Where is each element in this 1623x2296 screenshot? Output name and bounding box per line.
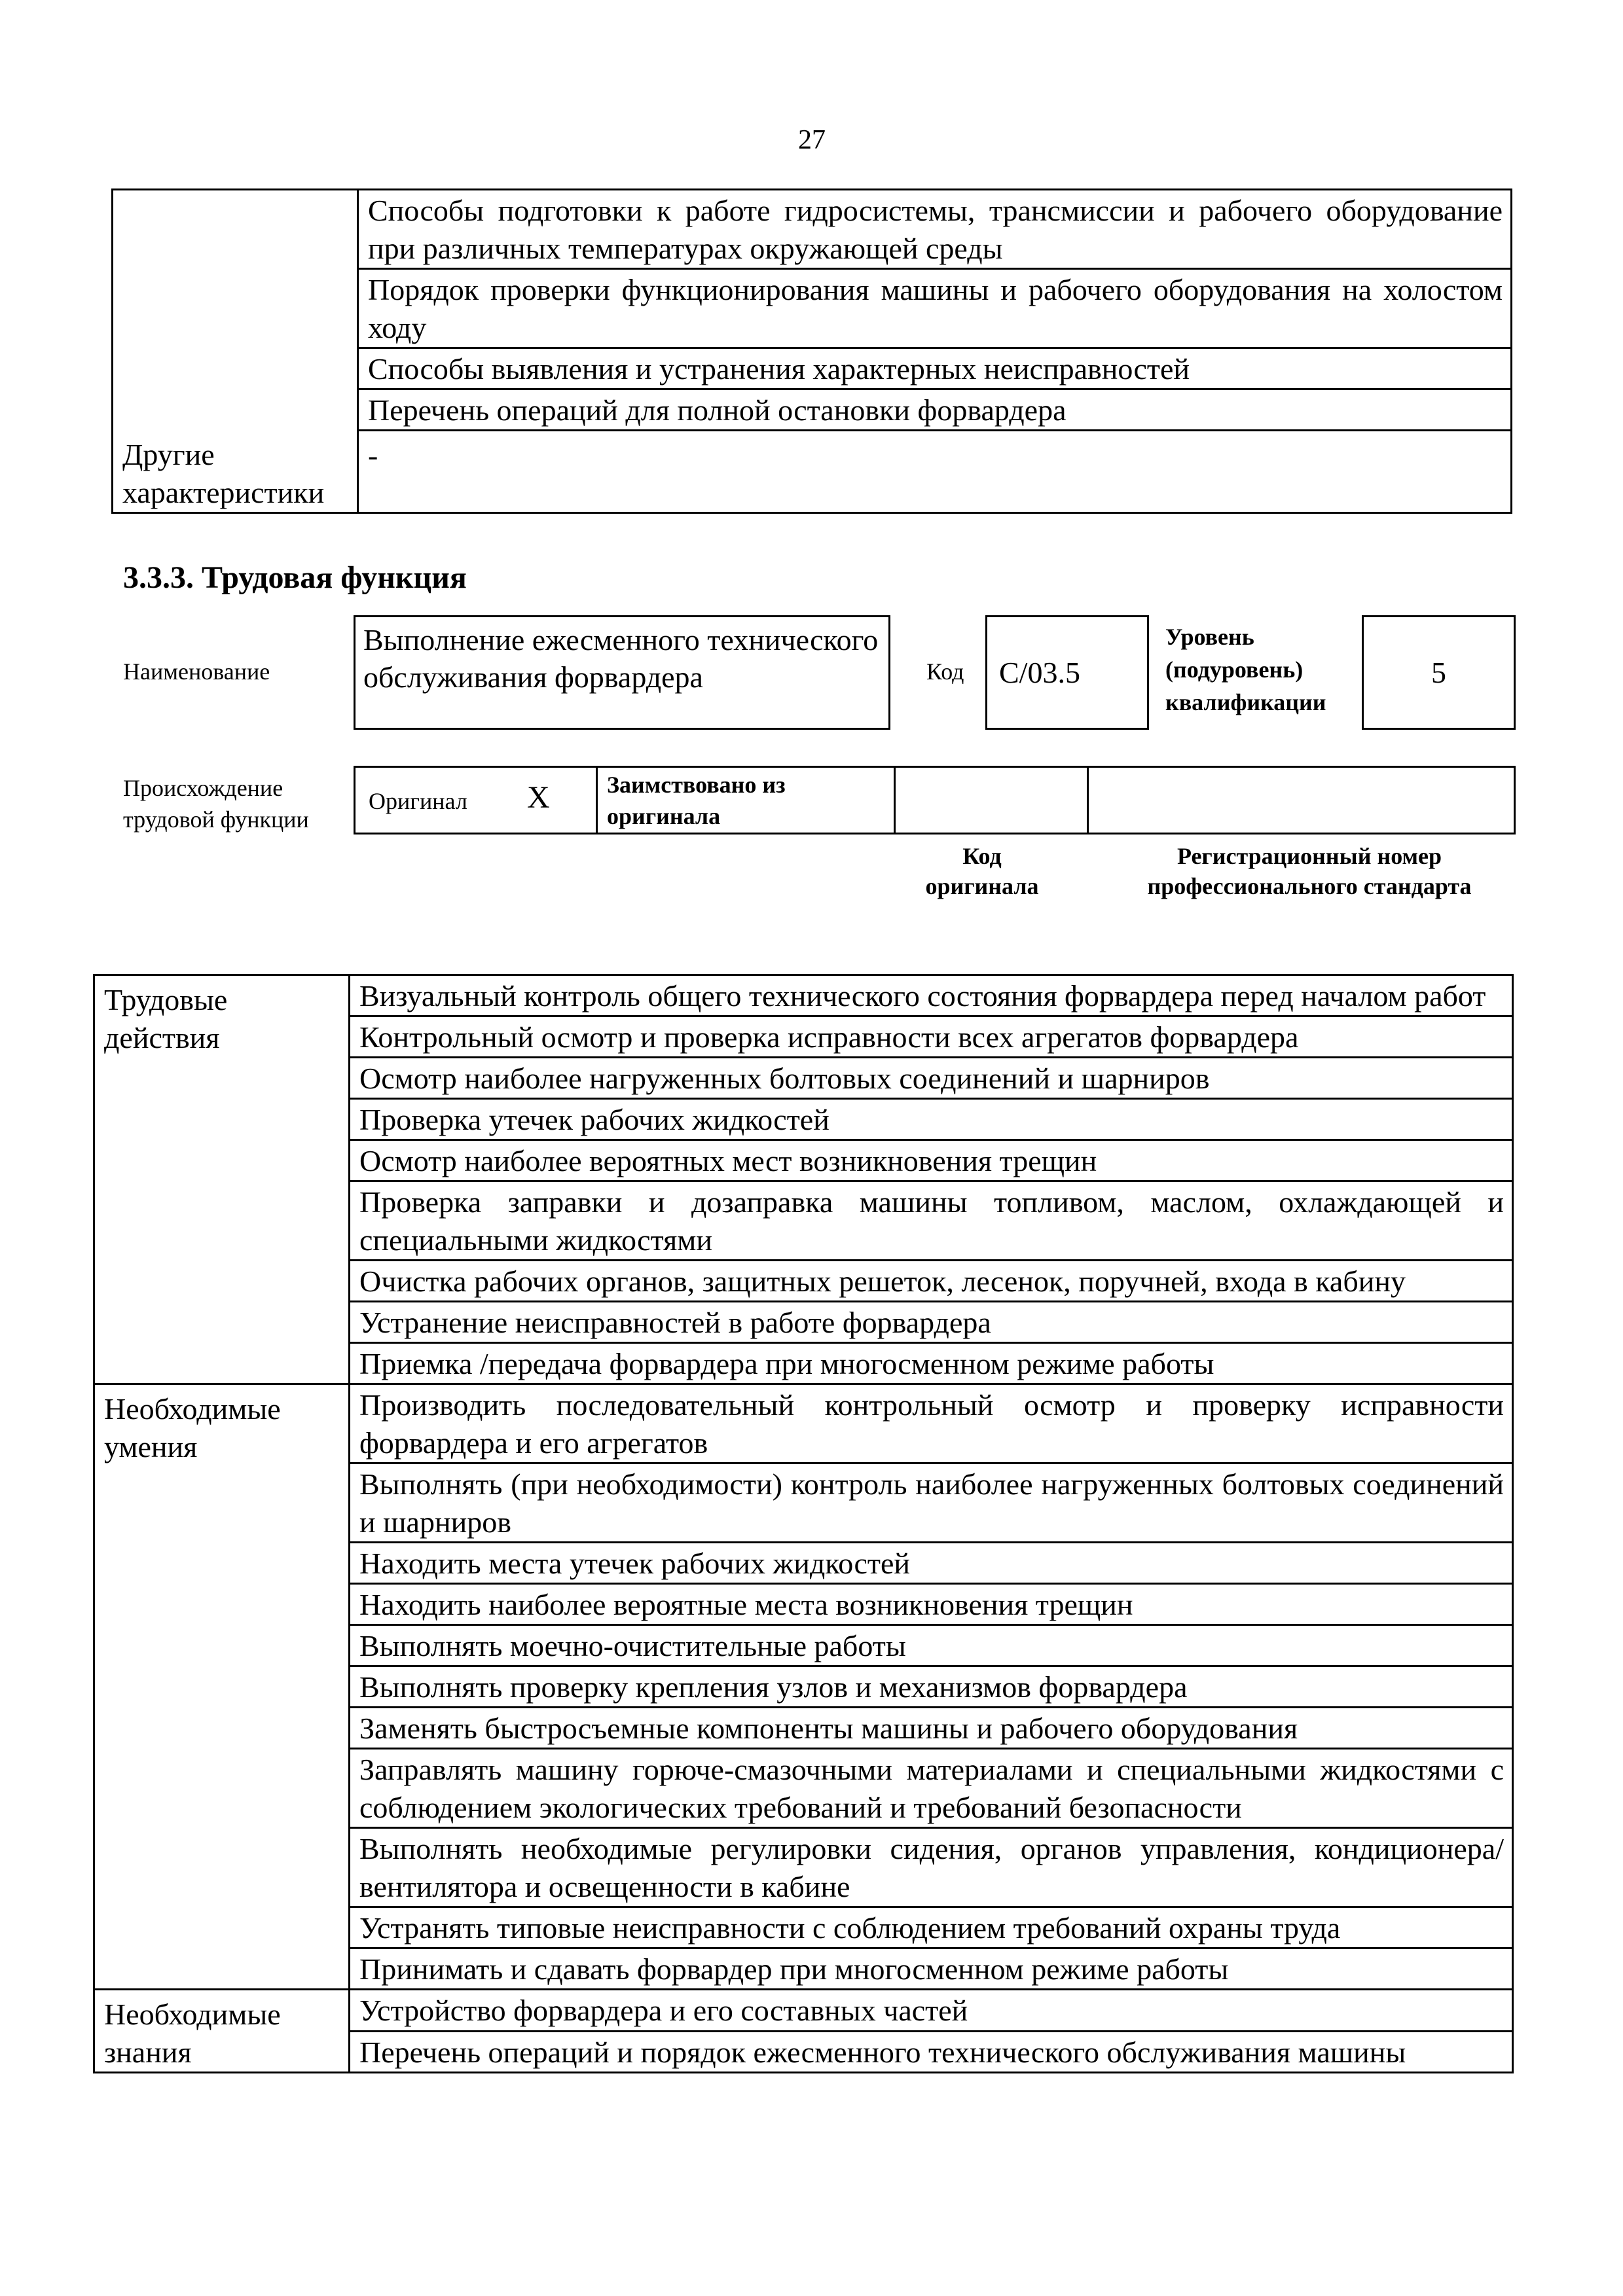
- skill-item: Выполнять необходимые регулировки сидения, органов управления, кондиционера/вентилятора и освещенности в кабине: [350, 1828, 1513, 1907]
- knowledge-item: Перечень операций и порядок ежесменного технического обслуживания машины: [350, 2031, 1513, 2073]
- code-caption: Код оригинала: [925, 843, 1039, 899]
- borrowed-cell: [598, 768, 896, 833]
- skill-item: Устранять типовые неисправности с соблюдением требований охраны труда: [350, 1907, 1513, 1948]
- skill-item: Выполнять проверку крепления узлов и механизмов форвардера: [350, 1666, 1513, 1708]
- main-table: [93, 974, 1514, 2073]
- code-value: C/03.5: [985, 615, 1149, 730]
- origin-row: [354, 766, 1516, 834]
- reg-caption: Регистрационный номер профессионального стандарта: [1147, 843, 1472, 899]
- action-item: Осмотр наиболее вероятных мест возникновения трещин: [350, 1140, 1513, 1181]
- code-label: Код: [926, 658, 964, 685]
- top-table-item: Перечень операций для полной остановки форвардера: [358, 389, 1512, 431]
- original-mark: X: [527, 780, 550, 815]
- other-characteristics-value: -: [358, 431, 1512, 513]
- section-label-actions: Трудовые действия: [94, 975, 350, 1384]
- action-item: Осмотр наиболее нагруженных болтовых соединений и шарниров: [350, 1058, 1513, 1099]
- skill-item: Производить последовательный контрольный осмотр и проверку исправности форвардера и его агрегатов: [350, 1384, 1513, 1463]
- section-title: 3.3.3. Трудовая функция: [123, 560, 467, 595]
- name-label: Наименование: [123, 658, 270, 685]
- reg-number-cell: [1089, 768, 1514, 833]
- top-table: [111, 188, 1512, 514]
- skill-item: Находить места утечек рабочих жидкостей: [350, 1543, 1513, 1584]
- action-item: Визуальный контроль общего технического состояния форвардера перед началом работ: [350, 975, 1513, 1016]
- action-item: Проверка утечек рабочих жидкостей: [350, 1099, 1513, 1140]
- skill-item: Находить наиболее вероятные места возникновения трещин: [350, 1584, 1513, 1625]
- top-table-left-cell: [113, 190, 358, 431]
- original-code-cell: [896, 768, 1089, 833]
- section-label-skills: Необходимые умения: [94, 1384, 350, 1990]
- original-cell: [356, 768, 598, 833]
- action-item: Приемка /передача форвардера при многосменном режиме работы: [350, 1343, 1513, 1384]
- skill-item: Выполнять моечно-очистительные работы: [350, 1625, 1513, 1666]
- action-item: Контрольный осмотр и проверка исправности всех агрегатов форвардера: [350, 1016, 1513, 1058]
- section-label-knowledge: Необходимые знания: [94, 1990, 350, 2073]
- action-item: Очистка рабочих органов, защитных решеток, лесенок, поручней, входа в кабину: [350, 1261, 1513, 1302]
- level-value: 5: [1362, 615, 1516, 730]
- borrowed-label: Заимствовано из оригинала: [607, 772, 786, 829]
- skill-item: Заменять быстросъемные компоненты машины и рабочего оборудования: [350, 1708, 1513, 1749]
- action-item: Устранение неисправностей в работе форвардера: [350, 1302, 1513, 1343]
- top-table-item: Способы выявления и устранения характерных неисправностей: [358, 348, 1512, 389]
- other-characteristics-label: Другие характеристики: [113, 431, 358, 513]
- level-label: Уровень (подуровень) квалификации: [1165, 624, 1326, 715]
- page-number: 27: [798, 125, 826, 155]
- original-label: Оригинал: [369, 788, 467, 814]
- skill-item: Принимать и сдавать форвардер при многосменном режиме работы: [350, 1948, 1513, 1990]
- top-table-item: Порядок проверки функционирования машины и рабочего оборудования на холостом ходу: [358, 269, 1512, 348]
- knowledge-item: Устройство форвардера и его составных частей: [350, 1990, 1513, 2032]
- skill-item: Выполнять (при необходимости) контроль наиболее нагруженных болтовых соединений и шарниров: [350, 1463, 1513, 1543]
- name-value: Выполнение ежесменного технического обслуживания форвардера: [354, 615, 890, 730]
- skill-item: Заправлять машину горюче-смазочными материалами и специальными жидкостями с соблюдением экологических требований и требований безопасности: [350, 1749, 1513, 1828]
- top-table-item: Способы подготовки к работе гидросистемы, трансмиссии и рабочего оборудование при различных температурах окружающей среды: [358, 190, 1512, 269]
- origin-label: Происхождение трудовой функции: [123, 775, 309, 833]
- action-item: Проверка заправки и дозаправка машины топливом, маслом, охлаждающей и специальными жидкостями: [350, 1181, 1513, 1261]
